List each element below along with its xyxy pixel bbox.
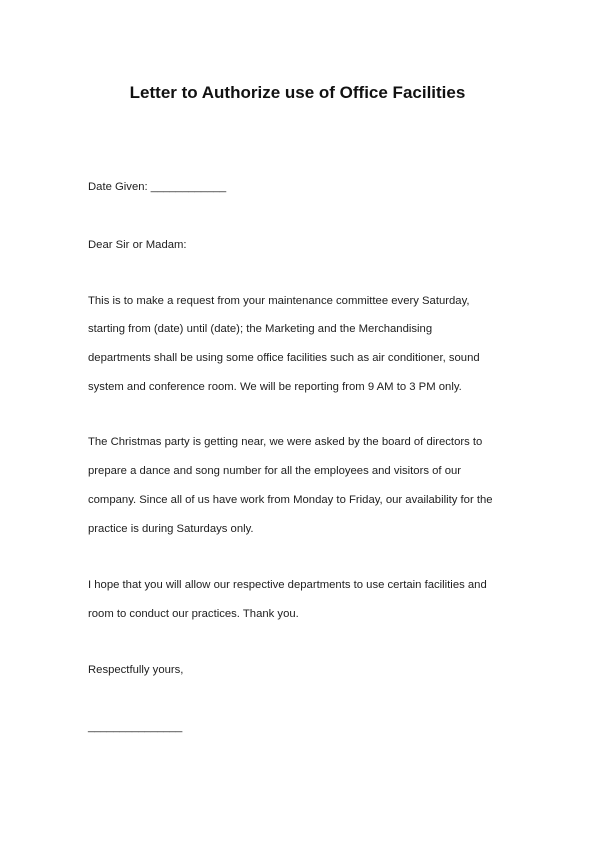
date-given-line: Date Given: ____________ <box>88 181 227 193</box>
signature-blank: _______________ <box>88 721 183 733</box>
paragraph-2-line-2: prepare a dance and song number for all the employees and visitors of our <box>88 465 462 477</box>
paragraph-2-line-1: The Christmas party is getting near, we were asked by the board of directors to <box>88 436 483 448</box>
letter-title: Letter to Authorize use of Office Facilities <box>129 83 466 102</box>
paragraph-3-line-1: I hope that you will allow our respective departments to use certain facilities and <box>88 579 487 591</box>
paragraph-2-line-4: practice is during Saturdays only. <box>88 523 254 535</box>
paragraph-1-line-3: departments shall be using some office facilities such as air conditioner, sound <box>88 352 480 364</box>
paragraph-1-line-1: This is to make a request from your maintenance committee every Saturday, <box>88 295 470 307</box>
paragraph-1-line-4: system and conference room. We will be reporting from 9 AM to 3 PM only. <box>88 381 462 393</box>
paragraph-2-line-3: company. Since all of us have work from Monday to Friday, our availability for the <box>88 494 493 506</box>
paragraph-3-line-2: room to conduct our practices. Thank you. <box>88 608 299 620</box>
salutation: Dear Sir or Madam: <box>88 239 187 251</box>
closing: Respectfully yours, <box>88 664 184 676</box>
paragraph-1-line-2: starting from (date) until (date); the Marketing and the Merchandising <box>88 323 433 335</box>
